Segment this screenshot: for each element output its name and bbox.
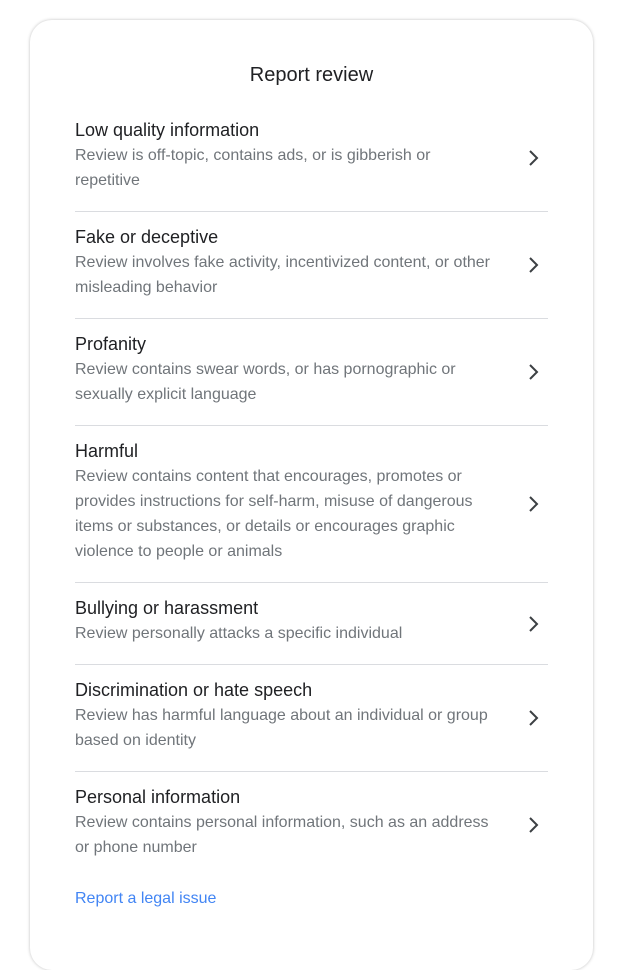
report-reason-item[interactable] [75,426,548,583]
reason-description: Review contains content that encourages, promotes or provides instructions for self-harm, misuse of dangerous items or substances, or details or encourages graphic violence to people or animals [75,468,473,560]
dialog-title: Report review [249,64,374,86]
report-reason-item[interactable] [75,583,548,665]
report-reason-item[interactable] [75,319,548,426]
report-reason-item[interactable] [75,212,548,319]
reason-description: Review contains swear words, or has pornographic or sexually explicit language [75,361,456,403]
reason-title: Low quality information [75,120,260,140]
chevron-right-icon [524,149,542,167]
chevron-right-icon [524,363,542,381]
reason-title: Personal information [75,787,241,807]
reason-title: Profanity [75,334,147,354]
reason-description: Review is off-topic, contains ads, or is gibberish or repetitive [75,147,431,189]
report-reason-list [75,117,548,878]
reason-description: Review involves fake activity, incentivized content, or other misleading behavior [75,254,491,296]
chevron-right-icon [524,615,542,633]
reason-title: Fake or deceptive [75,227,219,247]
reason-title: Harmful [75,441,139,461]
chevron-right-icon [524,256,542,274]
reason-description: Review contains personal information, such as an address or phone number [75,814,489,856]
reason-description: Review personally attacks a specific individual [75,625,403,642]
report-reason-item[interactable] [75,665,548,772]
report-reason-item[interactable] [75,117,548,212]
report-reason-item[interactable] [75,772,548,878]
chevron-right-icon [524,709,542,727]
chevron-right-icon [524,816,542,834]
reason-description: Review has harmful language about an individual or group based on identity [75,707,488,749]
chevron-right-icon [524,495,542,513]
reason-title: Discrimination or hate speech [75,680,313,700]
report-legal-issue-link[interactable]: Report a legal issue [75,890,217,907]
reason-title: Bullying or harassment [75,598,259,618]
report-review-dialog [30,20,593,970]
